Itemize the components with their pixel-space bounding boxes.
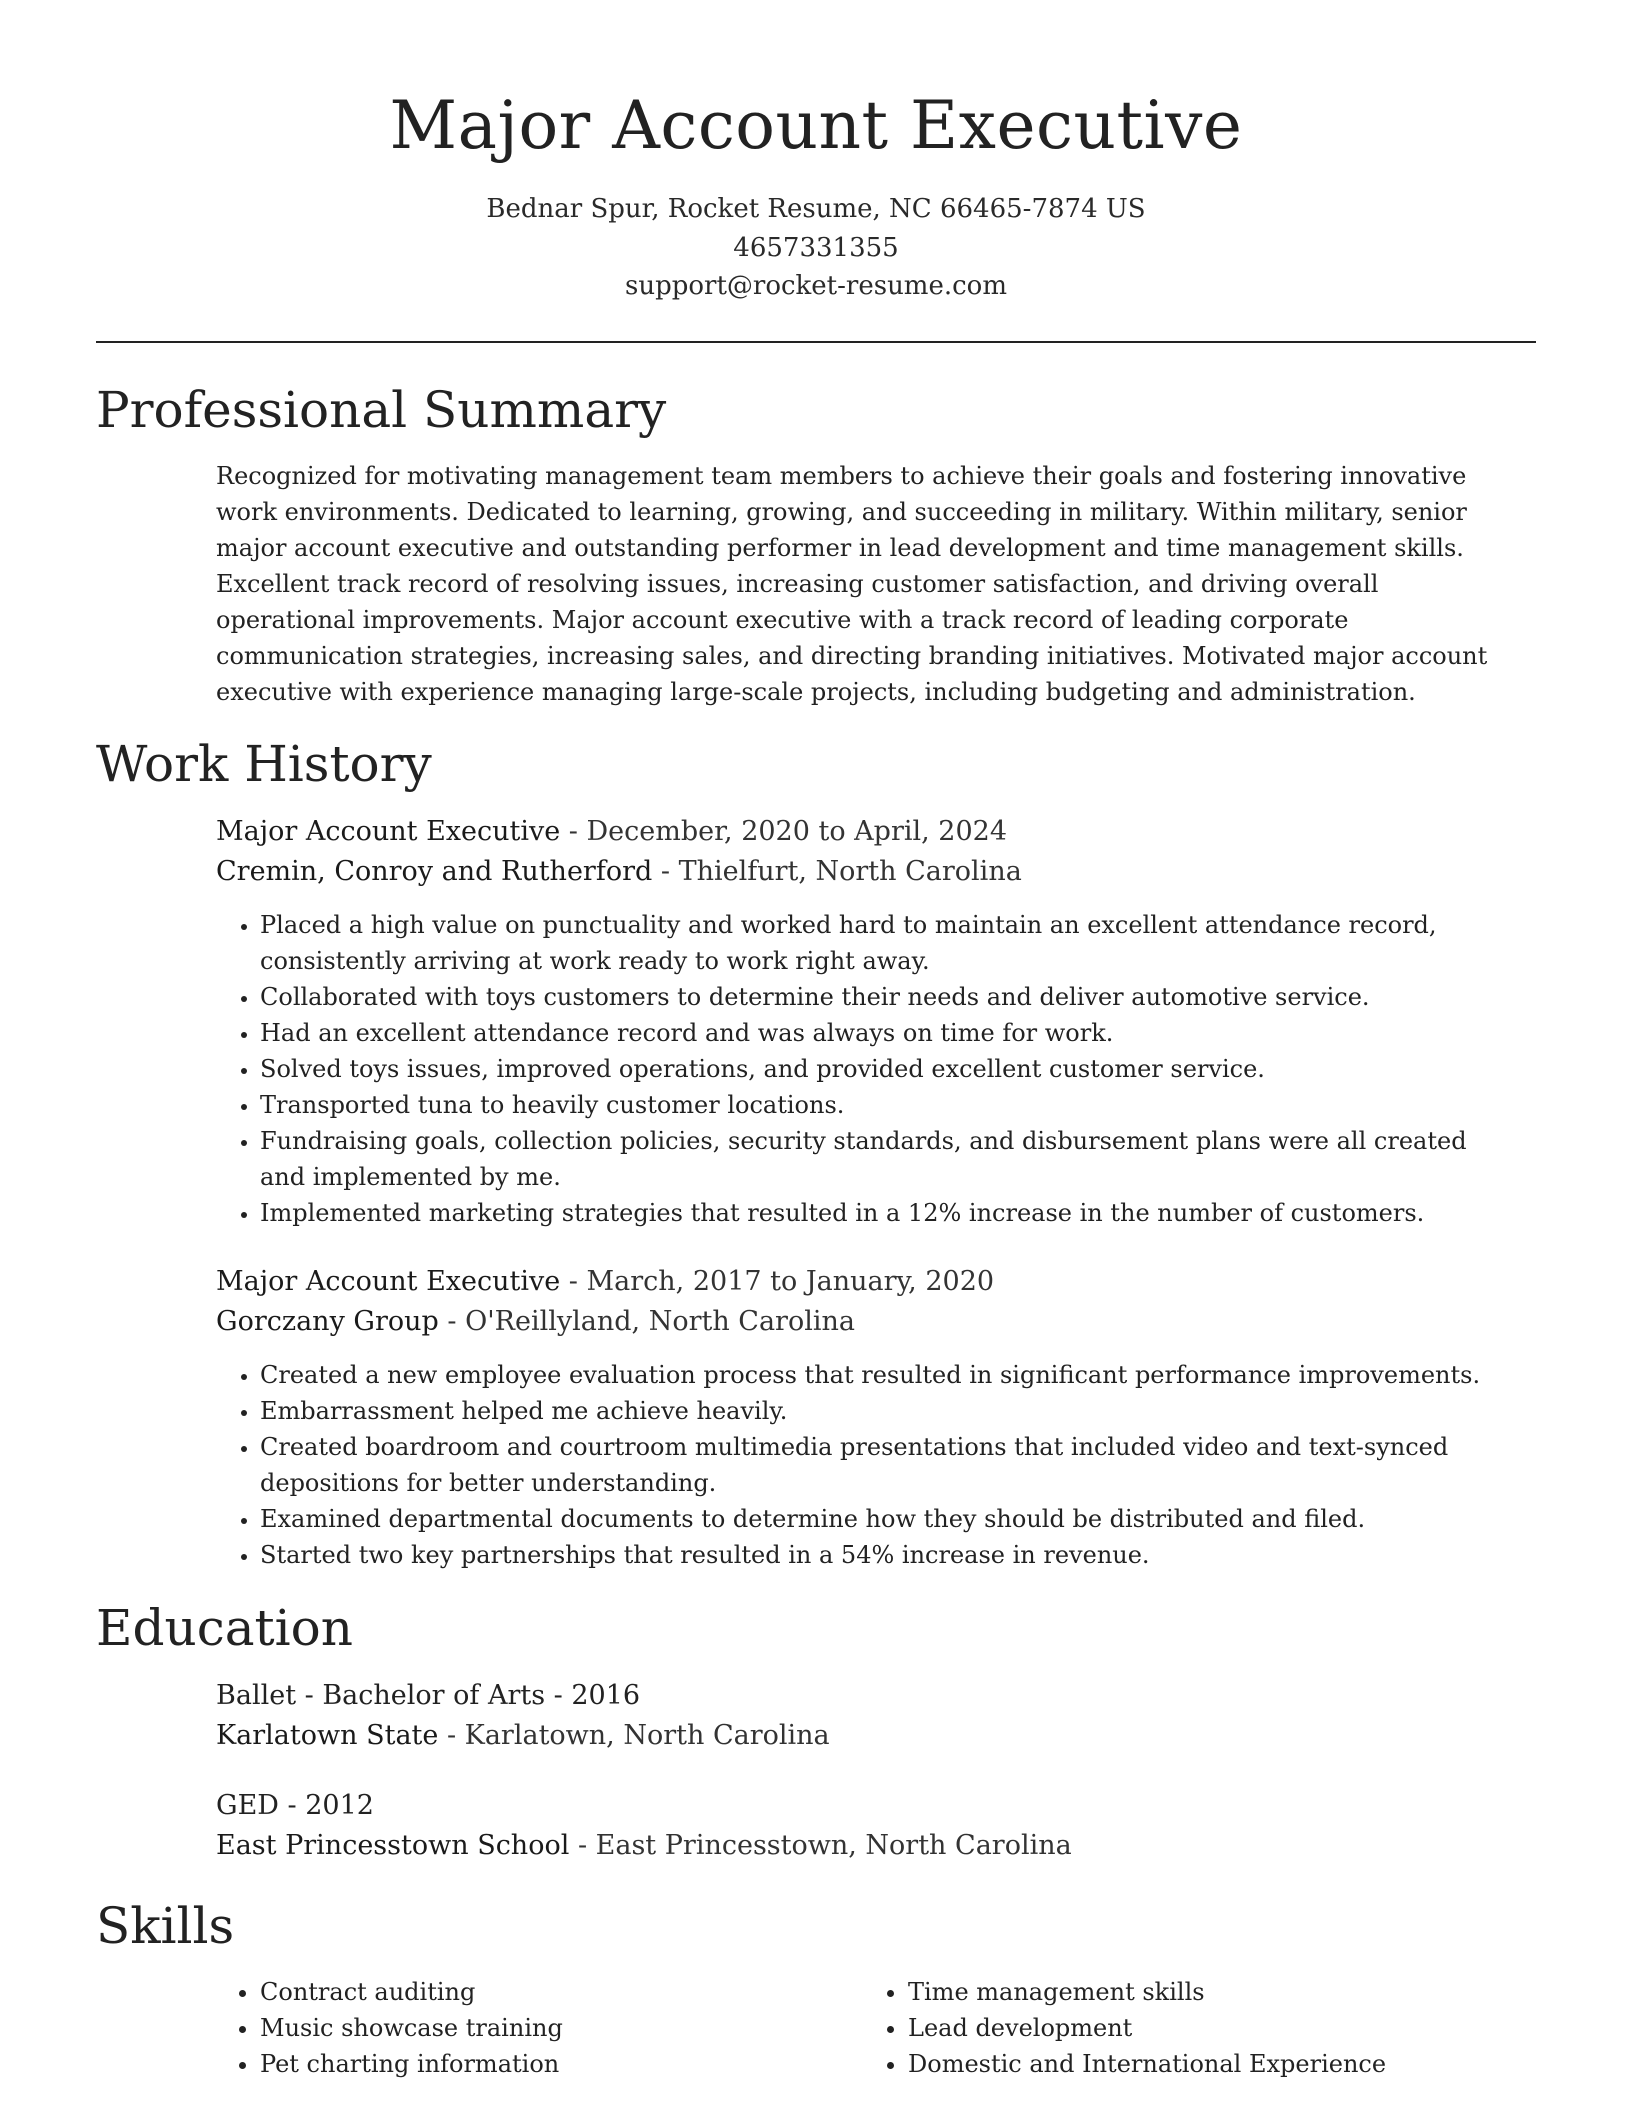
- skill-item: • Domestic and International Experience: [908, 2046, 1524, 2082]
- phone: 4657331355: [733, 233, 899, 263]
- list-item: • Implemented marketing strategies that resulted in a 12% increase in the number of customers.: [260, 1195, 1516, 1231]
- job-title-line: [216, 812, 1007, 852]
- work-history-heading: Work History: [96, 735, 432, 793]
- summary-text: Recognized for motivating management team members to achieve their goals and fostering innovative work environments. Dedicated to learning, growing, and succeeding in military. Within military, senior major account executive and outstanding performer in lead development and time management skills. Excellent track record of resolving issues, increasing customer satisfaction, and driving overall operational improvements. Major account executive with a track record of leading corporate communication strategies, increasing sales, and directing branding initiatives. Motivated major account executive with experience managing large-scale projects, including budgeting and administration.: [216, 462, 1488, 706]
- list-item: • Collaborated with toys customers to determine their needs and deliver automotive service.: [260, 979, 1516, 1015]
- job-role: Major Account Executive: [216, 816, 561, 847]
- list-item: • Started two key partnerships that resulted in a 54% increase in revenue.: [260, 1537, 1516, 1573]
- list-item: • Solved toys issues, improved operations, and provided excellent customer service.: [260, 1051, 1516, 1087]
- list-item: • Had an excellent attendance record and was always on time for work.: [260, 1015, 1516, 1051]
- job-bullets: [216, 1357, 1516, 1573]
- list-item: • Transported tuna to heavily customer locations.: [260, 1087, 1516, 1123]
- education-school-line: [216, 1826, 1072, 1866]
- skill-item: • Music showcase training: [260, 2010, 856, 2046]
- education-heading: Education: [96, 1599, 353, 1657]
- skill-item: • Lead development: [908, 2010, 1524, 2046]
- list-item: • Created boardroom and courtroom multimedia presentations that included video and text-synced depositions for better understanding.: [260, 1429, 1516, 1501]
- email: support@rocket-resume.com: [624, 271, 1007, 301]
- job-company-line: [216, 852, 1022, 892]
- job-title-line: [216, 1262, 994, 1302]
- list-item: • Fundraising goals, collection policies, security standards, and disbursement plans were all created and implemented by me.: [260, 1123, 1516, 1195]
- education-school: Karlatown State: [216, 1720, 439, 1751]
- education-school: East Princesstown School: [216, 1830, 570, 1861]
- skills-heading: Skills: [96, 1897, 235, 1955]
- job-company: Cremin, Conroy and Rutherford: [216, 856, 653, 887]
- skill-item: • Pet charting information: [260, 2046, 856, 2082]
- education-location: - Karlatown, North Carolina: [438, 1720, 830, 1751]
- address: Bednar Spur, Rocket Resume, NC 66465-7874 US: [486, 194, 1146, 224]
- candidate-name: Major Account Executive: [389, 87, 1243, 164]
- education-degree: Ballet - Bachelor of Arts - 2016: [216, 1680, 641, 1711]
- list-item: • Examined departmental documents to determine how they should be distributed and filed.: [260, 1501, 1516, 1537]
- list-item: • Embarrassment helped me achieve heavily.: [260, 1393, 1516, 1429]
- job-company: Gorczany Group: [216, 1306, 439, 1337]
- summary-heading: Professional Summary: [96, 381, 667, 439]
- skill-item: • Contract auditing: [260, 1974, 856, 2010]
- job-role: Major Account Executive: [216, 1266, 561, 1297]
- job-bullets: [216, 907, 1516, 1231]
- education-location: - East Princesstown, North Carolina: [569, 1830, 1072, 1861]
- job-location: - Thielfurt, North Carolina: [652, 856, 1022, 887]
- header-divider: [96, 341, 1536, 343]
- list-item: • Placed a high value on punctuality and worked hard to maintain an excellent attendance record, consistently arriving at work ready to work right away.: [260, 907, 1516, 979]
- education-school-line: [216, 1716, 830, 1756]
- skills-list-right: [864, 1974, 1524, 2082]
- skill-item: • Time management skills: [908, 1974, 1524, 2010]
- list-item: • Created a new employee evaluation process that resulted in significant performance improvements.: [260, 1357, 1516, 1393]
- job-company-line: [216, 1302, 855, 1342]
- skills-list-left: [216, 1974, 856, 2082]
- job-dates: - March, 2017 to January, 2020: [560, 1266, 995, 1297]
- job-location: - O'Reillyland, North Carolina: [438, 1306, 855, 1337]
- education-degree: GED - 2012: [216, 1790, 374, 1821]
- job-dates: - December, 2020 to April, 2024: [560, 816, 1008, 847]
